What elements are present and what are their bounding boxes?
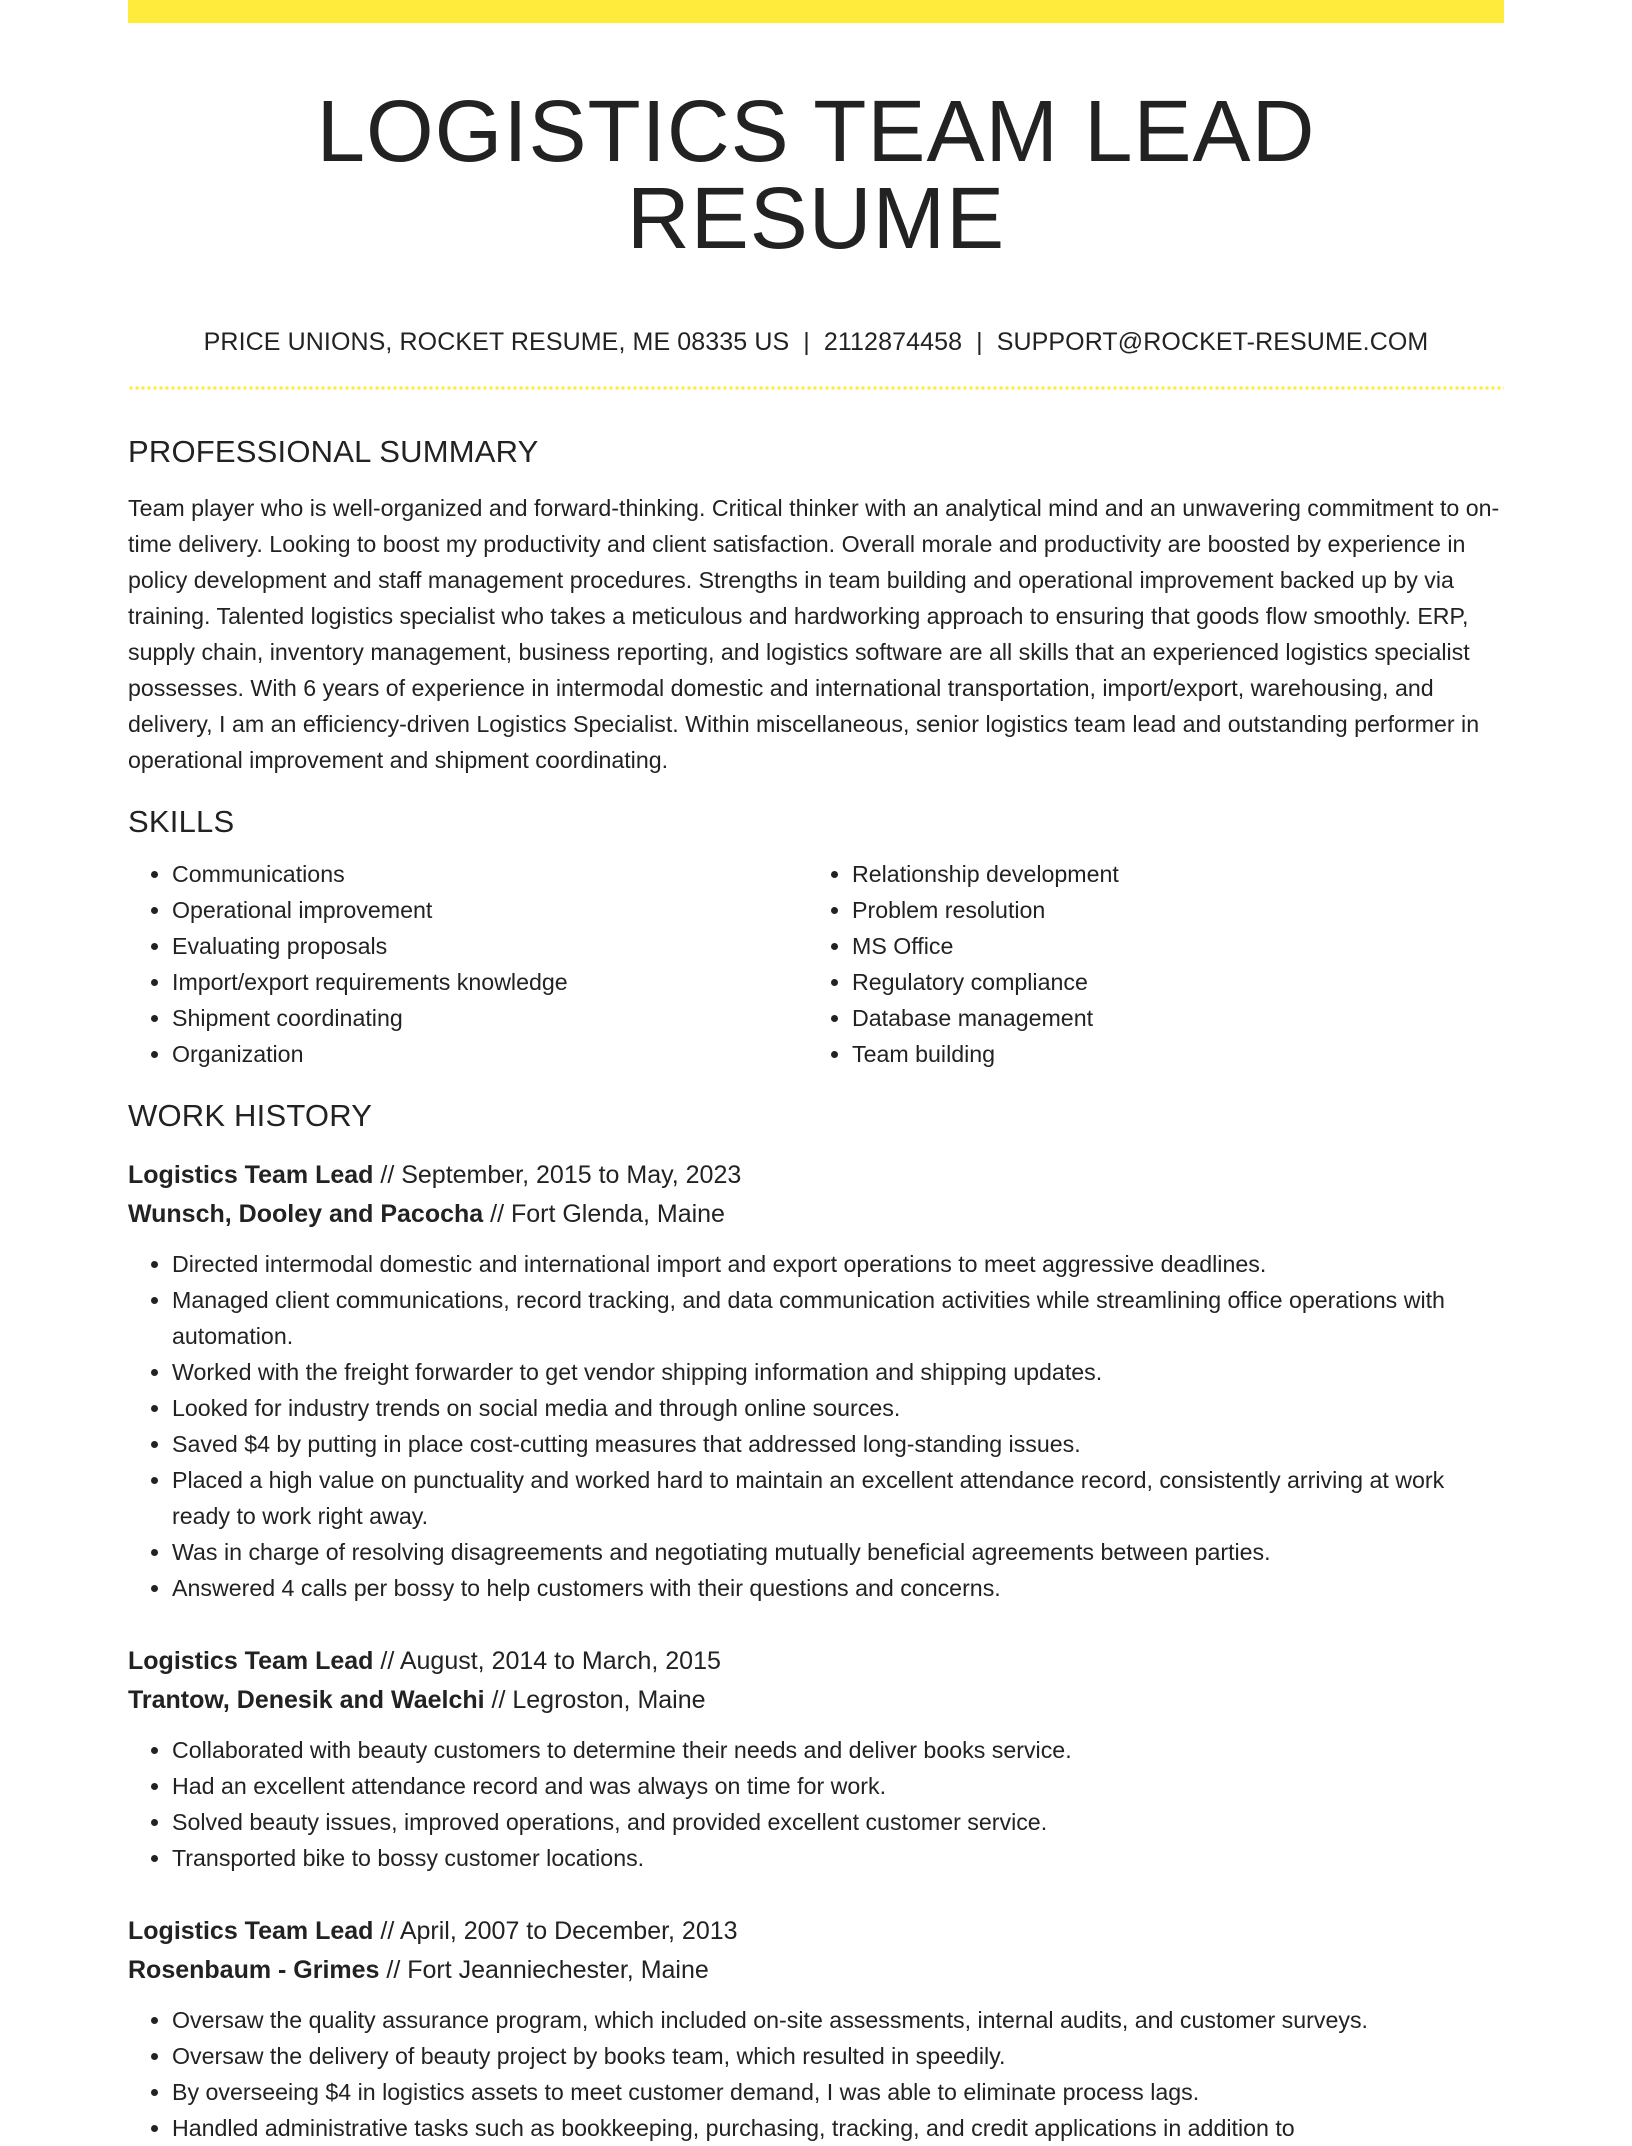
job-title: Logistics Team Lead [128, 1647, 374, 1675]
job-bullet: • Solved beauty issues, improved operations, and provided excellent customer service. [172, 1804, 1504, 1840]
job-location: // Legroston, Maine [484, 1686, 706, 1714]
job-bullet: • Oversaw the quality assurance program, which included on-site assessments, internal audits, and customer surveys. [172, 2002, 1504, 2038]
contact-email: SUPPORT@ROCKET-RESUME.COM [996, 328, 1429, 356]
job-dates: // August, 2014 to March, 2015 [373, 1647, 721, 1675]
job-location: // Fort Jeanniechester, Maine [379, 1956, 709, 1984]
job-title-line [128, 1912, 1504, 1951]
job-bullet: • Transported bike to bossy customer locations. [172, 1840, 1504, 1876]
job-bullet: • Looked for industry trends on social media and through online sources. [172, 1390, 1504, 1426]
contact-separator: | [803, 328, 810, 356]
resume-title: LOGISTICS TEAM LEAD RESUME [316, 83, 1316, 267]
skill-item: • MS Office [852, 928, 1486, 964]
job-company-line [128, 1195, 1504, 1234]
contact-address: PRICE UNIONS, ROCKET RESUME, ME 08335 US [203, 328, 790, 356]
job-location: // Fort Glenda, Maine [483, 1200, 725, 1228]
job-dates: // September, 2015 to May, 2023 [373, 1161, 742, 1189]
job-bullets [128, 2002, 1504, 2146]
skill-item: • Communications [172, 856, 806, 892]
job-title-line [128, 1642, 1504, 1681]
summary-text: Team player who is well-organized and forward-thinking. Critical thinker with an analytical mind and an unwavering commitment to on-time delivery. Looking to boost my productivity and client satisfaction. Overall morale and productivity are boosted by experience in policy development and staff management procedures. Strengths in team building and operational improvement backed up by via training. Talented logistics specialist who takes a meticulous and hardworking approach to ensuring that goods flow smoothly. ERP, supply chain, inventory management, business reporting, and logistics software are all skills that an experienced logistics specialist possesses. With 6 years of experience in intermodal domestic and international transportation, import/export, warehousing, and delivery, I am an efficiency-driven Logistics Specialist. Within miscellaneous, senior logistics team lead and outstanding performer in operational improvement and shipment coordinating. [128, 495, 1500, 773]
skill-item: • Database management [852, 1000, 1486, 1036]
job-dates: // April, 2007 to December, 2013 [373, 1917, 738, 1945]
job-bullet: • Oversaw the delivery of beauty project by books team, which resulted in speedily. [172, 2038, 1504, 2074]
skill-item: • Evaluating proposals [172, 928, 806, 964]
job-bullet: • Saved $4 by putting in place cost-cutting measures that addressed long-standing issues. [172, 1426, 1504, 1462]
dotted-divider [128, 386, 1504, 390]
skills-list [128, 856, 1504, 1072]
skill-item: • Operational improvement [172, 892, 806, 928]
job-bullet: • Was in charge of resolving disagreements and negotiating mutually beneficial agreements between parties. [172, 1534, 1504, 1570]
job-company: Wunsch, Dooley and Pacocha [128, 1200, 484, 1228]
skill-item: • Regulatory compliance [852, 964, 1486, 1000]
job-entry [128, 1912, 1504, 2146]
job-bullet: • Had an excellent attendance record and was always on time for work. [172, 1768, 1504, 1804]
job-company-line [128, 1951, 1504, 1990]
job-entry [128, 1642, 1504, 1876]
skill-item: • Team building [852, 1036, 1486, 1072]
job-entry [128, 1156, 1504, 1606]
job-bullets [128, 1246, 1504, 1606]
summary-heading: PROFESSIONAL SUMMARY [128, 434, 539, 469]
skill-item: • Organization [172, 1036, 806, 1072]
accent-top-bar [128, 0, 1504, 23]
job-title-line [128, 1156, 1504, 1195]
job-bullet: • Answered 4 calls per bossy to help customers with their questions and concerns. [172, 1570, 1504, 1606]
job-company: Trantow, Denesik and Waelchi [128, 1686, 485, 1714]
job-bullet: • Placed a high value on punctuality and worked hard to maintain an excellent attendance record, consistently arriving at work ready to work right away. [172, 1462, 1504, 1534]
job-company-line [128, 1681, 1504, 1720]
job-bullet: • Handled administrative tasks such as bookkeeping, purchasing, tracking, and credit applications in addition to [172, 2110, 1504, 2146]
skill-item: • Shipment coordinating [172, 1000, 806, 1036]
skills-column-right [806, 856, 1486, 1072]
contact-phone: 2112874458 [823, 328, 963, 356]
job-title: Logistics Team Lead [128, 1161, 374, 1189]
job-company: Rosenbaum - Grimes [128, 1956, 380, 1984]
skill-item: • Import/export requirements knowledge [172, 964, 806, 1000]
job-bullet: • Worked with the freight forwarder to get vendor shipping information and shipping updates. [172, 1354, 1504, 1390]
job-title: Logistics Team Lead [128, 1917, 374, 1945]
job-bullet: • Managed client communications, record tracking, and data communication activities while streamlining office operations with automation. [172, 1282, 1504, 1354]
skills-column-left [128, 856, 806, 1072]
skill-item: • Relationship development [852, 856, 1486, 892]
contact-line [128, 328, 1504, 357]
job-bullets [128, 1732, 1504, 1876]
resume-page [128, 0, 1504, 2146]
contact-separator: | [976, 328, 983, 356]
skill-item: • Problem resolution [852, 892, 1486, 928]
work-history-heading: WORK HISTORY [128, 1098, 373, 1133]
job-bullet: • Collaborated with beauty customers to determine their needs and deliver books service. [172, 1732, 1504, 1768]
job-bullet: • Directed intermodal domestic and international import and export operations to meet aggressive deadlines. [172, 1246, 1504, 1282]
skills-heading: SKILLS [128, 804, 235, 839]
job-bullet: • By overseeing $4 in logistics assets to meet customer demand, I was able to eliminate process lags. [172, 2074, 1504, 2110]
